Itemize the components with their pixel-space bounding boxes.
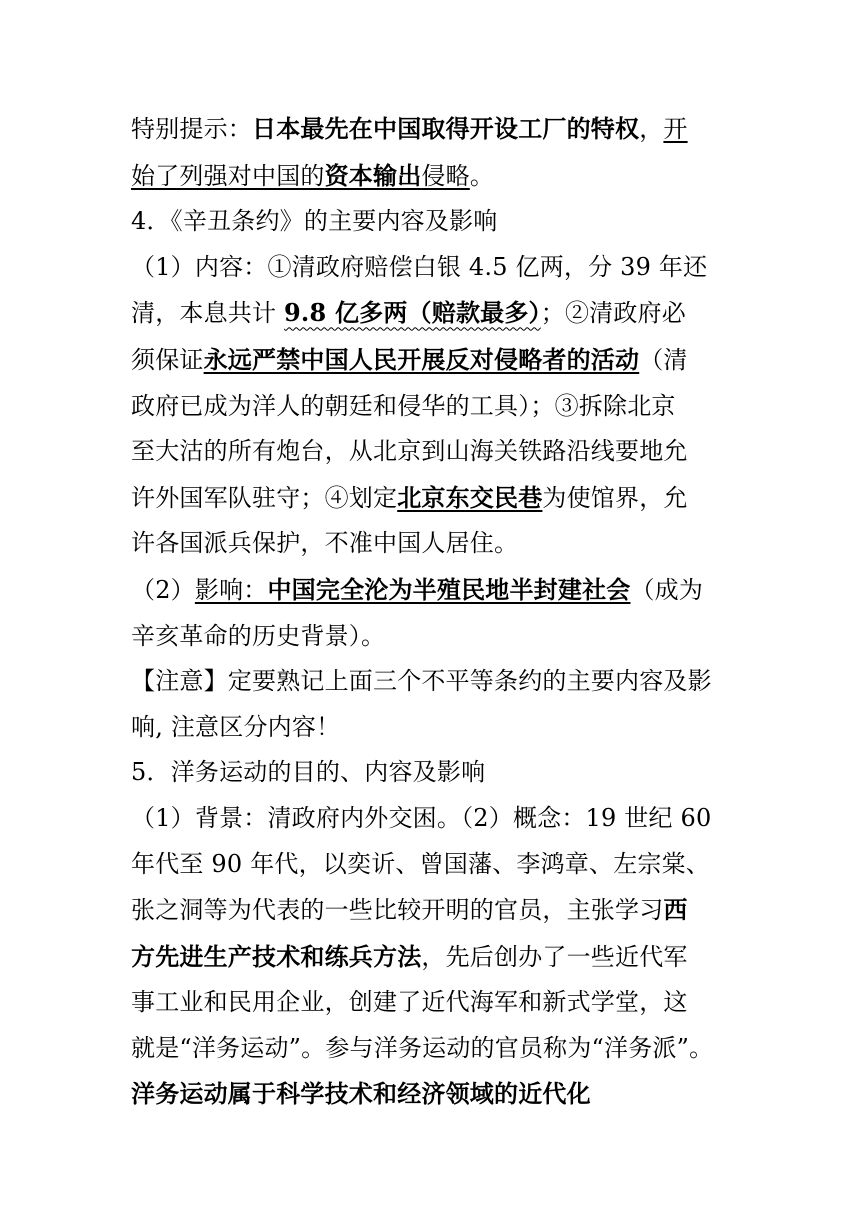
sec5-line-7: 洋务运动属于科学技术和经济领域的近代化 bbox=[131, 1079, 591, 1109]
sec4-content-line-4: 政府已成为洋人的朝廷和侵华的工具）；③拆除北京 bbox=[131, 391, 676, 420]
sec4-text: （成为 bbox=[630, 575, 704, 604]
sec4-text: （2） bbox=[131, 575, 195, 604]
tip-line-2 bbox=[131, 153, 731, 200]
tip-capital-export: 资本输出 bbox=[324, 160, 422, 190]
sec4-impact-line-1 bbox=[131, 567, 731, 614]
sec5-line-2: 年代至 90 年代，以奕䜣、曾国藩、李鸿章、左宗棠、 bbox=[131, 849, 710, 878]
tip-prefix: 特别提示： bbox=[131, 115, 252, 143]
legation-quarter: 北京东交民巷 bbox=[397, 482, 543, 512]
western-tech-start: 西 bbox=[663, 895, 688, 925]
sec4-content-line-2 bbox=[131, 290, 731, 337]
tip-bold-text: 日本最先在中国取得开设工厂的特权 bbox=[252, 114, 640, 143]
sec5-text: 张之洞等为代表的一些比较开明的官员，主张学习 bbox=[131, 896, 664, 925]
sec5-line-6: 就是“洋务运动”。参与洋务运动的官员称为“洋务派”。 bbox=[131, 1033, 714, 1062]
ban-anti-aggression: 永远严禁中国人民开展反对侵略者的活动 bbox=[203, 344, 640, 374]
sec5-line-3 bbox=[131, 887, 731, 934]
sec4-text: 清，本息共计 bbox=[131, 299, 285, 328]
tip-underline-text: 始了列强对中国的 bbox=[131, 161, 325, 190]
impact-label: 影响： bbox=[194, 575, 268, 604]
sec4-text: （清 bbox=[639, 345, 688, 374]
tip-comma: ， bbox=[639, 115, 664, 143]
sec4-text: 许外国军队驻守；④划定 bbox=[131, 483, 398, 512]
sec5-line-4 bbox=[131, 934, 731, 981]
sec4-text: ；②清政府必 bbox=[540, 299, 686, 328]
sec4-content-line-5: 至大沽的所有炮台，从北京到山海关铁路沿线要地允 bbox=[131, 437, 688, 466]
note-line-1: 【注意】定要熟记上面三个不平等条约的主要内容及影 bbox=[131, 667, 712, 696]
sec4-impact-line-2: 辛亥革命的历史背景）。 bbox=[131, 621, 386, 650]
sec4-text: 须保证 bbox=[131, 345, 204, 374]
sec5-line-1: （1）背景：清政府内外交困。（2）概念：19 世纪 60 bbox=[131, 803, 712, 832]
western-tech: 方先进生产技术和练兵方法 bbox=[131, 941, 422, 971]
sec4-content-line-7: 许各国派兵保护，不准中国人居住。 bbox=[131, 529, 519, 558]
document-body bbox=[131, 106, 731, 1117]
indemnity-total: 9.8 亿多两（赔款最多） bbox=[284, 298, 541, 328]
section-5-title: 5．洋务运动的目的、内容及影响 bbox=[131, 758, 486, 787]
sec5-text: ，先后创办了一些近代军 bbox=[421, 942, 688, 971]
impact-semi-colonial: 中国完全沦为半殖民地半封建社会 bbox=[267, 574, 631, 604]
note-line-2: 响, 注意区分内容！ bbox=[131, 712, 341, 741]
tip-underline-start: 开 bbox=[663, 115, 688, 143]
sec4-content-line-6 bbox=[131, 475, 731, 522]
sec4-content-line-3 bbox=[131, 337, 731, 384]
tip-period: 。 bbox=[469, 161, 495, 190]
tip-underline-end: 侵略 bbox=[421, 161, 470, 190]
section-4-title: 4．《辛丑条约》的主要内容及影响 bbox=[131, 207, 498, 236]
sec5-line-5: 事工业和民用企业，创建了近代海军和新式学堂，这 bbox=[131, 988, 688, 1017]
sec4-content-line-1: （1）内容：①清政府赔偿白银 4.5 亿两，分 39 年还 bbox=[131, 252, 708, 281]
tip-line-1 bbox=[131, 106, 731, 153]
sec4-text: 为使馆界，允 bbox=[542, 483, 688, 512]
